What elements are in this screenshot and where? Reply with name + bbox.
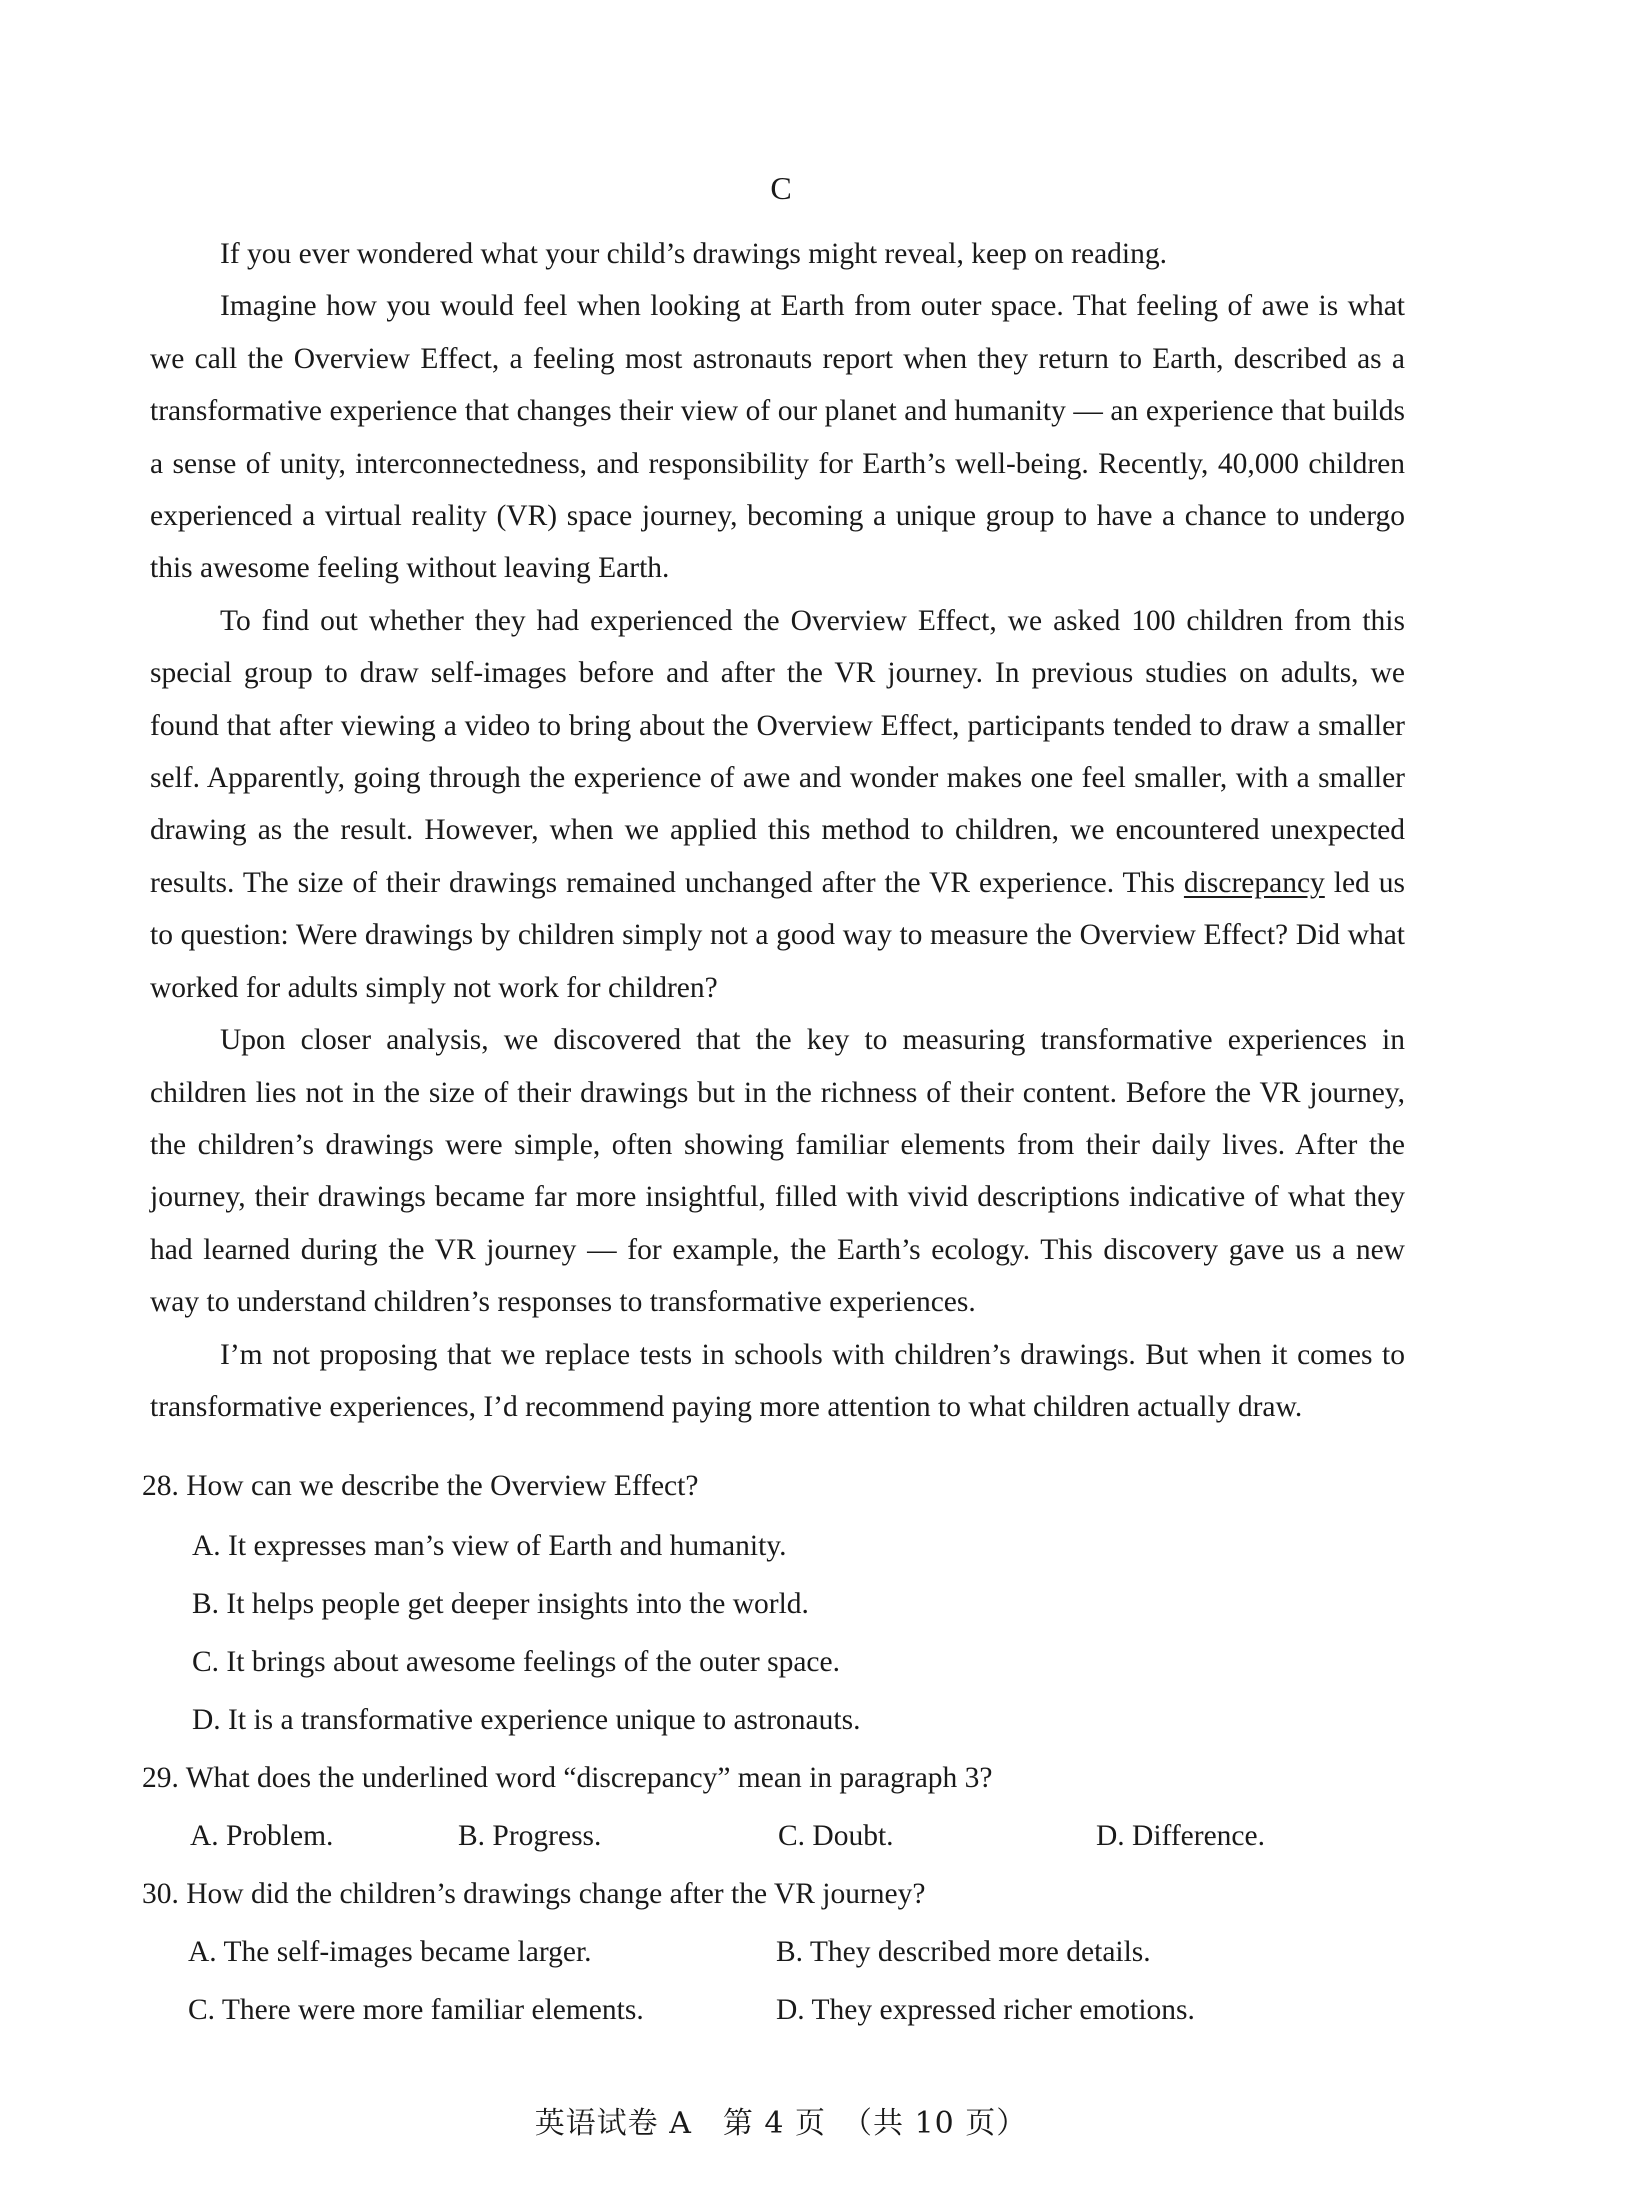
q28-option-a: A. It expresses man’s view of Earth and humanity. — [192, 1530, 787, 1562]
q28-option-b: B. It helps people get deeper insights into the world. — [192, 1588, 809, 1620]
q28-option-d: D. It is a transformative experience unique to astronauts. — [192, 1704, 861, 1736]
q30-option-a: A. The self-images became larger. — [188, 1936, 592, 1968]
question-28: 28. How can we describe the Overview Effect? — [142, 1470, 699, 1502]
q30-option-b: B. They described more details. — [776, 1936, 1151, 1968]
passage-paragraph-5: I’m not proposing that we replace tests in schools with children’s drawings. But when it comes to transformative experiences, I’d recommend paying more attention to what children actually draw. — [150, 1338, 1405, 1423]
section-heading: C — [770, 170, 792, 206]
q30-option-c: C. There were more familiar elements. — [188, 1994, 644, 2026]
q29-option-a: A. Problem. — [190, 1820, 334, 1852]
reading-passage — [150, 228, 1405, 1433]
q28-option-c: C. It brings about awesome feelings of the outer space. — [192, 1646, 840, 1678]
page-footer: 英语试卷 A 第 4 页 （共 10 页） — [534, 2106, 1028, 2141]
underlined-word: discrepancy — [1183, 866, 1325, 899]
question-30: 30. How did the children’s drawings change after the VR journey? — [142, 1878, 926, 1910]
q29-option-d: D. Difference. — [1096, 1820, 1265, 1852]
question-29: 29. What does the underlined word “discrepancy” mean in paragraph 3? — [142, 1762, 993, 1794]
paragraph-3-text-before: To find out whether they had experienced the Overview Effect, we asked 100 children from this special group to draw self-images before and after the VR journey. In previous studies on adults, we found that after viewing a video to bring about the Overview Effect, participants tended to draw a smaller self. Apparently, going through the experience of awe and wonder makes one feel smaller, with a smaller drawing as the result. However, when we applied this method to children, we encountered unexpected results. The size of their drawings remained unchanged after the VR experience. This — [150, 604, 1405, 899]
q30-option-d: D. They expressed richer emotions. — [776, 1994, 1195, 2026]
passage-paragraph-2: Imagine how you would feel when looking at Earth from outer space. That feeling of awe is what we call the Overview Effect, a feeling most astronauts report when they return to Earth, described as a transformative experience that changes their view of our planet and humanity — an experience that builds a sense of unity, interconnectedness, and responsibility for Earth’s well-being. Recently, 40,000 children experienced a virtual reality (VR) space journey, becoming a unique group to have a chance to undergo this awesome feeling without leaving Earth. — [150, 290, 1405, 585]
passage-paragraph-1: If you ever wondered what your child’s drawings might reveal, keep on reading. — [220, 238, 1167, 270]
q29-option-c: C. Doubt. — [778, 1820, 894, 1852]
passage-paragraph-3 — [150, 595, 1405, 1014]
paragraph-3-text-after: led us to question: Were drawings by children simply not a good way to measure the Overview Effect? Did what worked for adults simply not work for children? — [150, 866, 1405, 1004]
q29-option-b: B. Progress. — [458, 1820, 602, 1852]
passage-paragraph-4: Upon closer analysis, we discovered that the key to measuring transformative experiences in children lies not in the size of their drawings but in the richness of their content. Before the VR journey, the children’s drawings were simple, often showing familiar elements from their daily lives. After the journey, their drawings became far more insightful, filled with vivid descriptions indicative of what they had learned during the VR journey — for example, the Earth’s ecology. This discovery gave us a new way to understand children’s responses to transformative experiences. — [150, 1024, 1405, 1319]
